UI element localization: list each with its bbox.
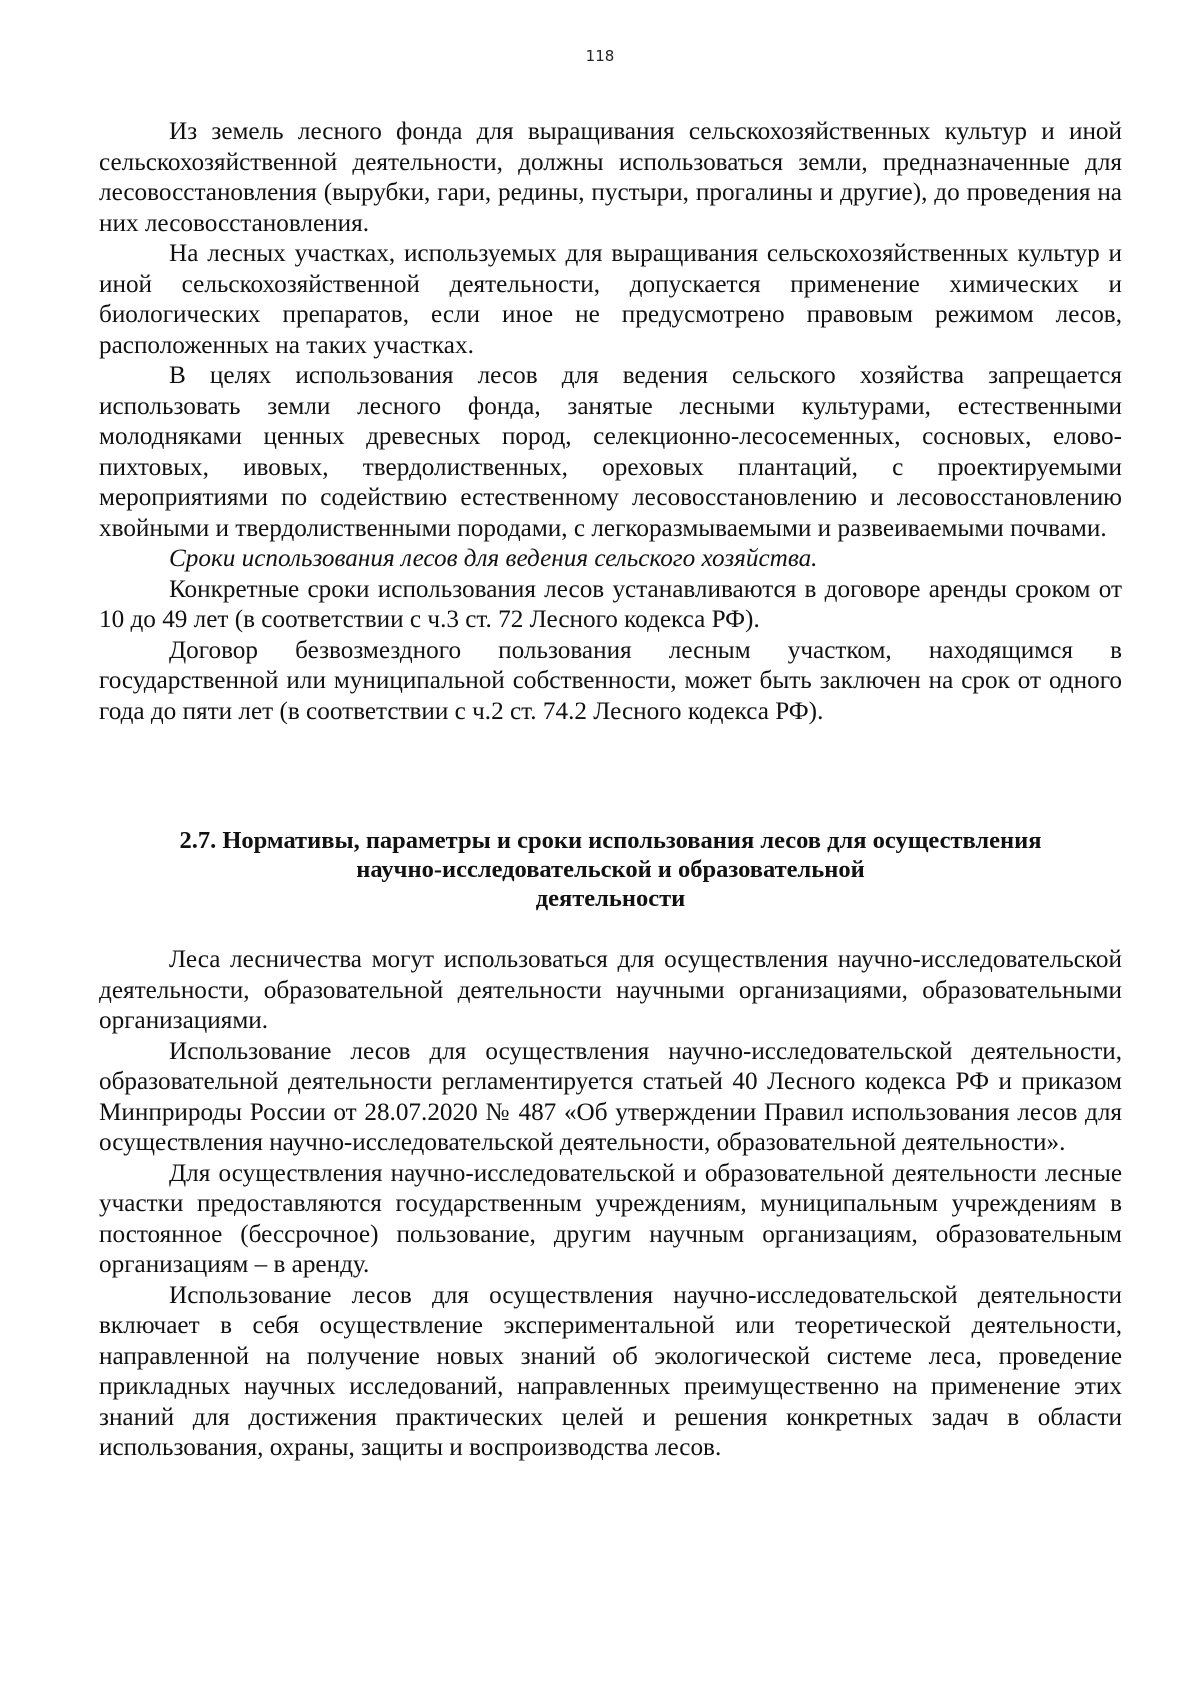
paragraph: Леса лесничества могут использоваться для осуществления научно-исследовательской деятельности, образовательной деятельности научными организациями, образовательными организациями. — [99, 946, 1122, 1034]
paragraph: Использование лесов для осуществления научно-исследовательской деятельности, образовательной деятельности регламентируется статьей 40 Лесного кодекса РФ и приказом Минприроды России от 28.07.2020 № 487 «Об утверждении Правил использования лесов для осуществления научно-исследовательской деятельности, образовательной деятельности». — [99, 1037, 1122, 1156]
paragraph: В целях использования лесов для ведения сельского хозяйства запрещается использовать земли лесного фонда, занятые лесными культурами, естественными молодняками ценных древесных пород, селекционно-лесосеменных, сосновых, елово-пихтовых, ивовых, твердолиственных, ореховых плантаций, с проектируемыми мероприятиями по содействию естественному лесовосстановлению и лесовосстановлению хвойными и твердолиственными породами, с легкоразмываемыми и развеиваемыми почвами. — [99, 362, 1122, 542]
text-block-research — [99, 945, 1122, 1464]
heading-line: деятельности — [535, 885, 686, 912]
paragraph: На лесных участках, используемых для выращивания сельскохозяйственных культур и иной сельскохозяйственной деятельности, допускается применение химических и биологических препаратов, если иное не предусмотрено правовым режимом лесов, расположенных на таких участках. — [99, 240, 1122, 359]
paragraph: Конкретные сроки использования лесов устанавливаются в договоре аренды сроком от 10 до 49 лет (в соответствии с ч.3 ст. 72 Лесного кодекса РФ). — [99, 575, 1122, 633]
paragraph: Использование лесов для осуществления научно-исследовательской деятельности включает в себя осуществление экспериментальной или теоретической деятельности, направленной на получение новых знаний об экологической системе леса, проведение прикладных научных исследований, направленных преимущественно на применение этих знаний для достижения практических целей и решения конкретных задач в области использования, охраны, защиты и воспроизводства лесов. — [99, 1281, 1122, 1461]
paragraph: Договор безвозмездного пользования лесным участком, находящимся в государственной или муниципальной собственности, может быть заключен на срок от одного года до пяти лет (в соответствии с ч.2 ст. 74.2 Лесного кодекса РФ). — [99, 636, 1122, 725]
paragraph: Для осуществления научно-исследовательской и образовательной деятельности лесные участки предоставляются государственным учреждениям, муниципальным учреждениям в постоянное (бессрочное) пользование, другим научным организациям, образовательным организациям – в аренду. — [99, 1159, 1122, 1278]
page-number: 118 — [585, 47, 615, 65]
heading-line: 2.7. Нормативы, параметры и сроки использования лесов для осуществления — [179, 827, 1042, 854]
italic-subheading: Сроки использования лесов для ведения сельского хозяйства. — [169, 545, 818, 572]
heading-line: научно-исследовательской и образовательной — [356, 856, 865, 883]
paragraph: Из земель лесного фонда для выращивания сельскохозяйственных культур и иной сельскохозяйственной деятельности, должны использоваться земли, предназначенные для лесовосстановления (вырубки, гари, редины, пустыри, прогалины и другие), до проведения на них лесовосстановления. — [99, 118, 1122, 237]
section-heading — [99, 826, 1122, 913]
text-block-agriculture — [99, 117, 1122, 727]
